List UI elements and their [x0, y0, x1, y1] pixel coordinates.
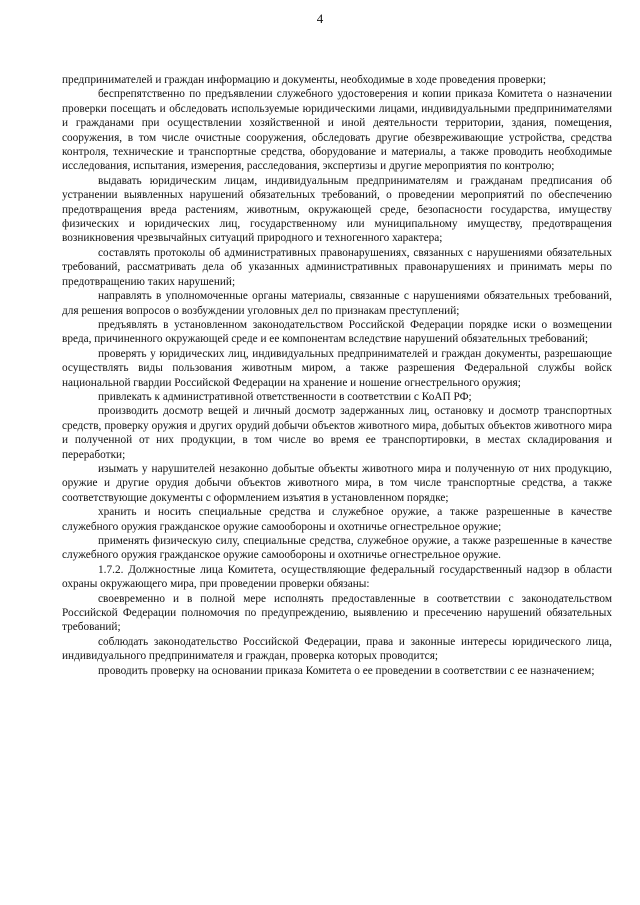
paragraph: производить досмотр вещей и личный досмотр задержанных лиц, остановку и досмотр транспортных средств, проверку оружия и других орудий добычи объектов животного мира, добытых объектов животного мира и полученной от них продукции, в том числе во время ее транспортировки, в местах складирования и переработки; [62, 405, 612, 461]
page-number: 4 [316, 11, 324, 26]
paragraph: применять физическую силу, специальные средства, служебное оружие, а также разрешенные в качестве служебного оружия гражданское оружие самообороны и охотничье огнестрельное оружие. [62, 535, 612, 562]
paragraph: 1.7.2. Должностные лица Комитета, осуществляющие федеральный государственный надзор в области охраны окружающего мира, при проведении проверки обязаны: [62, 563, 612, 591]
document-body [62, 73, 612, 678]
paragraph: направлять в уполномоченные органы материалы, связанные с нарушениями обязательных требований, для решения вопросов о возбуждении уголовных дел по признакам преступлений; [62, 290, 612, 317]
paragraph: предпринимателей и граждан информацию и документы, необходимые в ходе проведения проверки; [62, 74, 546, 86]
paragraph: своевременно и в полной мере исполнять предоставленные в соответствии с законодательством Российской Федерации полномочия по предупреждению, выявлению и пресечению нарушений обязательных требований; [62, 592, 612, 634]
paragraph: выдавать юридическим лицам, индивидуальным предпринимателям и гражданам предписания об устранении выявленных нарушений обязательных требований, о проведении мероприятий по обеспечению предотвращения вреда растениям, животным, окружающей среде, безопасности государства, имуществу физических и юридических лиц, государственному или муниципальному имуществу, предотвращения возникновения чрезвычайных ситуаций природного и техногенного характера; [62, 174, 612, 245]
paragraph: проверять у юридических лиц, индивидуальных предпринимателей и граждан документы, разрешающие осуществлять виды пользования животным миром, а также разрешения Федеральной службы войск национальной гвардии Российской Федерации на хранение и ношение огнестрельного оружия; [62, 347, 612, 389]
paragraph: привлекать к административной ответственности в соответствии с КоАП РФ; [98, 390, 472, 403]
paragraph: изымать у нарушителей незаконно добытые объекты животного мира и полученную от них продукцию, оружие и другие орудия добычи объектов животного мира, в том числе транспортные средства, а также соответствующие документы с оформлением изъятия в установленном порядке; [62, 462, 612, 504]
paragraph: составлять протоколы об административных правонарушениях, связанных с нарушениями обязательных требований, рассматривать дела об указанных административных правонарушениях и принимать меры по предотвращению таких нарушений; [62, 246, 612, 288]
paragraph: соблюдать законодательство Российской Федерации, права и законные интересы юридического лица, индивидуального предпринимателя и граждан, проверка которых проводится; [62, 635, 612, 663]
paragraph: беспрепятственно по предъявлении служебного удостоверения и копии приказа Комитета о назначении проверки посещать и обследовать используемые юридическими лицами, индивидуальными предпринимателями и гражданами при осуществлении хозяйственной и иной деятельности территории, здания, помещения, сооружения, в том числе очистные сооружения, обследовать другие обезвреживающие устройства, средства контроля, технические и транспортные средства, оборудование и материалы, а также проводить необходимые исследования, испытания, измерения, расследования, экспертизы и другие мероприятия по контролю; [62, 88, 612, 173]
paragraph: предъявлять в установленном законодательством Российской Федерации порядке иски о возмещении вреда, причиненного окружающей среде и ее компонентам вследствие нарушений обязательных требований; [62, 318, 612, 346]
paragraph: хранить и носить специальные средства и служебное оружие, а также разрешенные в качестве служебного оружия гражданское оружие самообороны и охотничье огнестрельное оружие; [62, 506, 612, 533]
paragraph: проводить проверку на основании приказа Комитета о ее проведении в соответствии с ее назначением; [98, 664, 595, 677]
